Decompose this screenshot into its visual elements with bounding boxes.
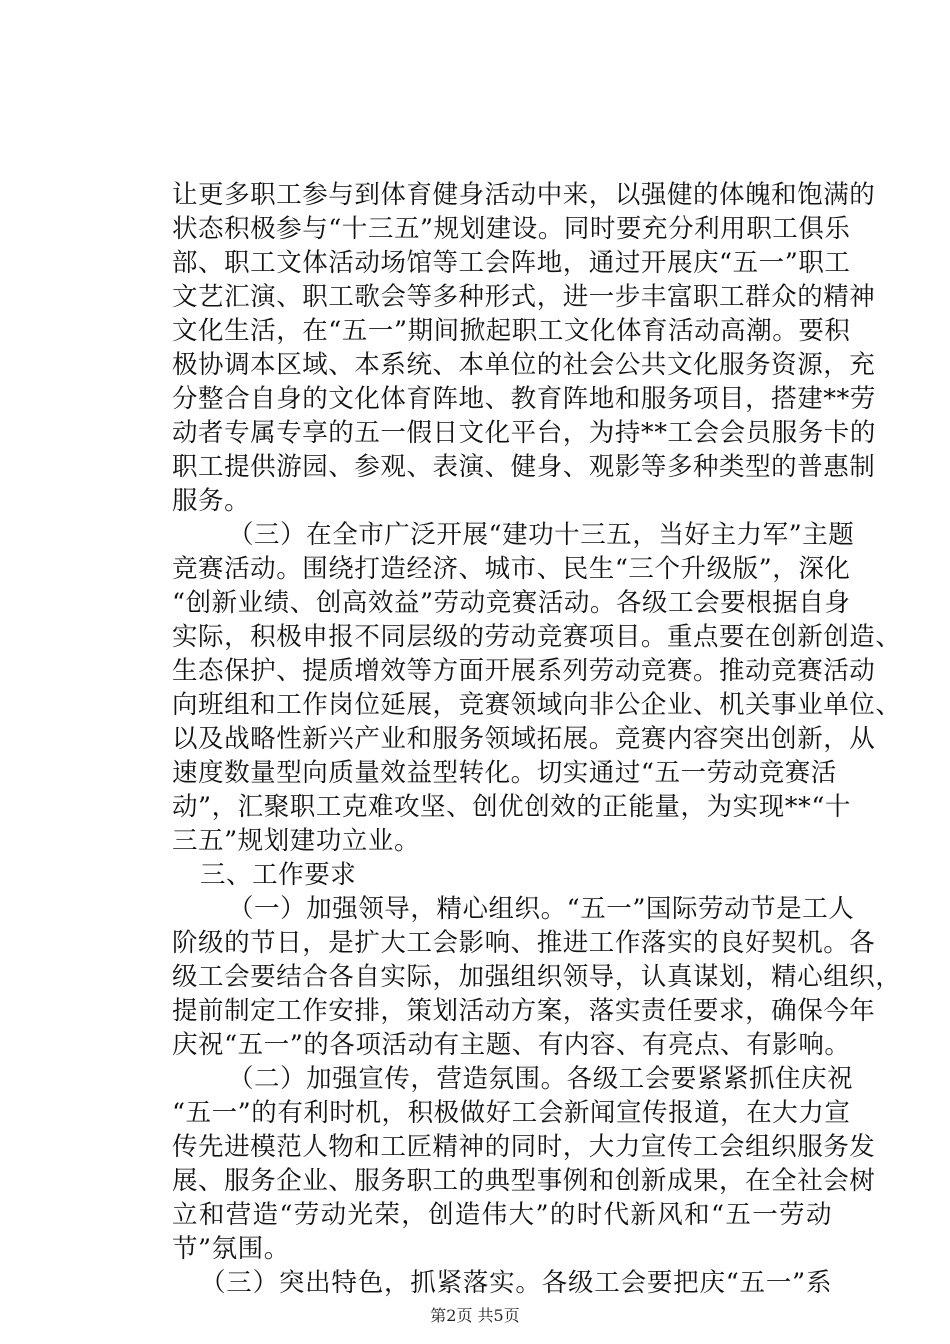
body-line: 分整合自身的文化体育阵地、教育阵地和服务项目，搭建**劳: [172, 384, 876, 414]
body-line: “创新业绩、创高效益”劳动竞赛活动。各级工会要根据自身: [172, 588, 851, 618]
body-line: 阶级的节日，是扩大工会影响、推进工作落实的良好契机。各: [172, 928, 876, 958]
body-line: 文化生活，在“五一”期间掀起职工文化体育活动高潮。要积: [172, 316, 851, 346]
body-line: 竞赛活动。围绕打造经济、城市、民生“三个升级版”，深化: [172, 554, 851, 584]
page-number: 第2页 共5页: [430, 1306, 520, 1325]
body-line: 传先进模范人物和工匠精神的同时，大力宣传工会组织服务发: [172, 1132, 876, 1162]
body-line: 生态保护、提质增效等方面开展系列劳动竞赛。推动竞赛活动: [172, 656, 876, 686]
section-heading: 三、工作要求: [200, 860, 357, 890]
body-line: 提前制定工作安排，策划活动方案，落实责任要求，确保今年: [172, 996, 876, 1026]
body-line: 三五”规划建功立业。: [172, 826, 421, 856]
body-line: 展、服务企业、服务职工的典型事例和创新成果，在全社会树: [172, 1166, 876, 1196]
paragraph-first-line: （三）在全市广泛开展“建功十三五，当好主力军”主题: [228, 520, 855, 550]
body-line: 服务。: [172, 486, 251, 516]
body-line: 立和营造“劳动光荣，创造伟大”的时代新风和“五一劳动: [172, 1200, 832, 1230]
body-line: 动者专属专享的五一假日文化平台，为持**工会会员服务卡的: [172, 418, 876, 448]
paragraph-first-line: （三）突出特色，抓紧落实。各级工会要把庆“五一”系: [200, 1268, 832, 1298]
paragraph-first-line: （二）加强宣传，营造氛围。各级工会要紧紧抓住庆祝: [228, 1064, 854, 1094]
body-line: 庆祝“五一”的各项活动有主题、有内容、有亮点、有影响。: [172, 1030, 851, 1060]
body-line: 文艺汇演、职工歌会等多种形式，进一步丰富职工群众的精神: [172, 282, 876, 312]
body-line: 动”，汇聚职工克难攻坚、创优创效的正能量，为实现**“十: [172, 792, 851, 822]
body-line: 节”氛围。: [172, 1234, 290, 1264]
body-line: 极协调本区域、本系统、本单位的社会公共文化服务资源，充: [172, 350, 876, 380]
body-line: 部、职工文体活动场馆等工会阵地，通过开展庆“五一”职工: [172, 248, 851, 278]
body-line: 级工会要结合各自实际，加强组织领导，认真谋划，精心组织，: [172, 962, 902, 992]
body-line: 速度数量型向质量效益型转化。切实通过“五一劳动竞赛活: [172, 758, 837, 788]
paragraph-first-line: （一）加强领导，精心组织。“五一”国际劳动节是工人: [228, 894, 855, 924]
body-line: 以及战略性新兴产业和服务领域拓展。竞赛内容突出创新，从: [172, 724, 876, 754]
body-line: 向班组和工作岗位延展，竞赛领域向非公企业、机关事业单位、: [172, 690, 902, 720]
body-line: 状态积极参与“十三五”规划建设。同时要充分利用职工俱乐: [172, 214, 851, 244]
body-line: “五一”的有利时机，积极做好工会新闻宣传报道，在大力宣: [172, 1098, 851, 1128]
body-line: 实际，积极申报不同层级的劳动竞赛项目。重点要在创新创造、: [172, 622, 902, 652]
body-line: 职工提供游园、参观、表演、健身、观影等多种类型的普惠制: [172, 452, 876, 482]
body-line: 让更多职工参与到体育健身活动中来，以强健的体魄和饱满的: [172, 180, 876, 210]
